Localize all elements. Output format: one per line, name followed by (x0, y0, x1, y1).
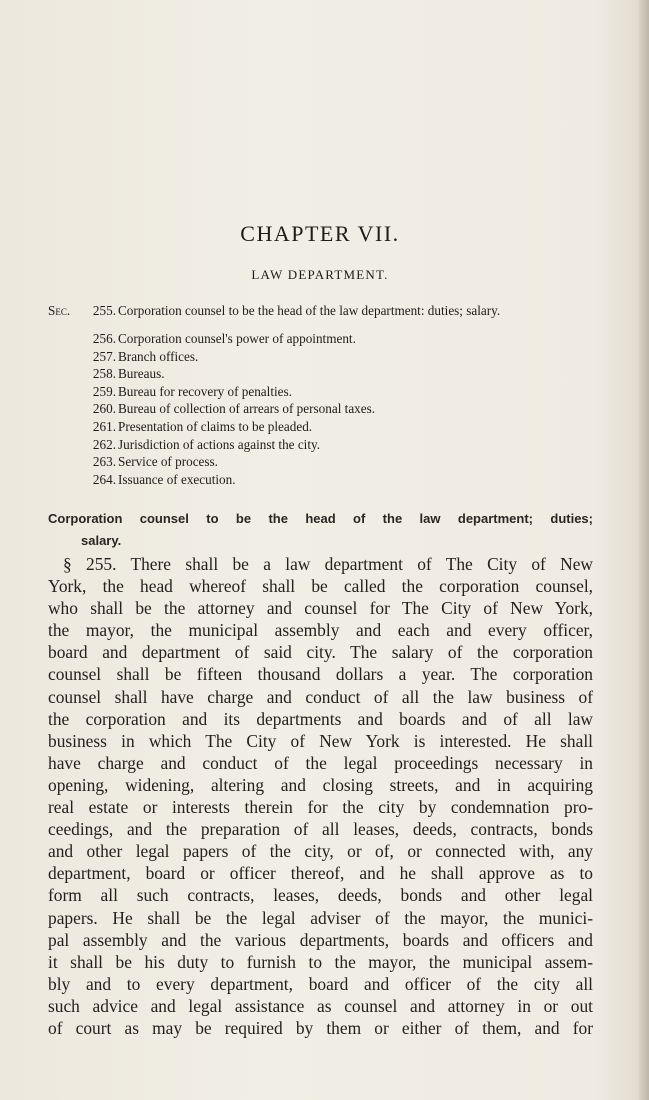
body-line: counsel shall be fifteen thousand dollars a year. The corporation (48, 664, 593, 685)
toc-entry-number: 261. (92, 418, 116, 434)
toc-entry (48, 383, 593, 401)
toc-entry (48, 365, 593, 383)
body-line: who shall be the attorney and counsel for The City of New York, (48, 598, 593, 619)
toc-entry-text: Branch offices. (118, 348, 199, 364)
toc-entry (48, 453, 593, 471)
body-line: papers. He shall be the legal adviser of the mayor, the munici- (48, 907, 593, 928)
toc-entry-number: 259. (92, 383, 116, 399)
toc-entry-text: Bureau for recovery of penalties. (118, 383, 292, 399)
page-gutter-edge (639, 0, 649, 1100)
body-line: opening, widening, altering and closing streets, and in acquiring (48, 774, 593, 795)
toc-entry-number: 257. (92, 348, 116, 364)
body-line: the mayor, the municipal assembly and each and every officer, (48, 620, 593, 641)
body-line: § 255. There shall be a law department of The City of New (63, 554, 593, 574)
department-title: LAW DEPARTMENT. (251, 267, 389, 282)
toc-entry-text: Corporation counsel's power of appointment. (118, 331, 356, 346)
section-contents-list (48, 302, 593, 488)
toc-entry-text: Bureau of collection of arrears of personal taxes. (118, 401, 376, 417)
toc-entry-text: Issuance of execution. (118, 471, 236, 487)
body-line: department, board or officer thereof, and he shall approve as to (48, 863, 593, 884)
toc-entry-number: 255. (92, 303, 116, 318)
toc-entry (48, 400, 593, 418)
toc-entry (48, 302, 593, 330)
toc-entry (48, 330, 593, 348)
toc-entry-text: Bureaus. (118, 366, 165, 382)
toc-sec-label: Sec. (48, 303, 71, 318)
toc-entry-number: 256. (92, 331, 116, 346)
body-line: and other legal papers of the city, or of, or connected with, any (48, 841, 593, 862)
toc-entry (48, 471, 593, 489)
body-line: form all such contracts, leases, deeds, bonds and other legal (48, 885, 593, 906)
body-line: counsel shall have charge and conduct of all the law business of (48, 686, 593, 707)
section-heading-line: Corporation counsel to be the head of the law department; duties; (48, 511, 593, 526)
body-line: have charge and conduct of the legal proceedings necessary in (48, 752, 593, 773)
body-line: it shall be his duty to furnish to the mayor, the municipal assem- (48, 951, 593, 972)
toc-entry-text: Presentation of claims to be pleaded. (118, 418, 313, 434)
body-line: bly and to every department, board and officer of the city all (48, 973, 593, 994)
toc-entry-number: 263. (92, 454, 116, 470)
body-line: pal assembly and the various departments, boards and officers and (48, 929, 593, 950)
toc-entry (48, 418, 593, 436)
chapter-title: CHAPTER VII. (240, 221, 400, 246)
body-line: real estate or interests therein for the city by condemnation pro- (48, 797, 593, 818)
body-line: York, the head whereof shall be called the corporation counsel, (48, 576, 593, 597)
toc-entry-number: 260. (92, 401, 116, 417)
section-heading (48, 508, 593, 552)
toc-entry (48, 436, 593, 454)
toc-entry-number: 264. (92, 471, 116, 487)
body-line: board and department of said city. The salary of the corporation (48, 642, 593, 663)
section-heading-line: salary. (81, 533, 122, 548)
section-body-text (48, 553, 593, 1039)
toc-entry-number: 258. (92, 366, 116, 382)
body-line: business in which The City of New York is interested. He shall (48, 730, 593, 751)
toc-entry-text: Jurisdiction of actions against the city. (118, 436, 321, 452)
body-line: such advice and legal assistance as counsel and attorney in or out (48, 995, 593, 1016)
toc-entry-number: 262. (92, 436, 116, 452)
body-line: ceedings, and the preparation of all leases, deeds, contracts, bonds (48, 819, 593, 840)
toc-entry-text: Service of process. (118, 454, 218, 470)
toc-entry (48, 348, 593, 366)
body-line: of court as may be required by them or either of them, and for (48, 1017, 593, 1038)
toc-entry-text: Corporation counsel to be the head of the law department: duties; salary. (118, 303, 501, 318)
body-line: the corporation and its departments and boards and of all law (48, 708, 593, 729)
